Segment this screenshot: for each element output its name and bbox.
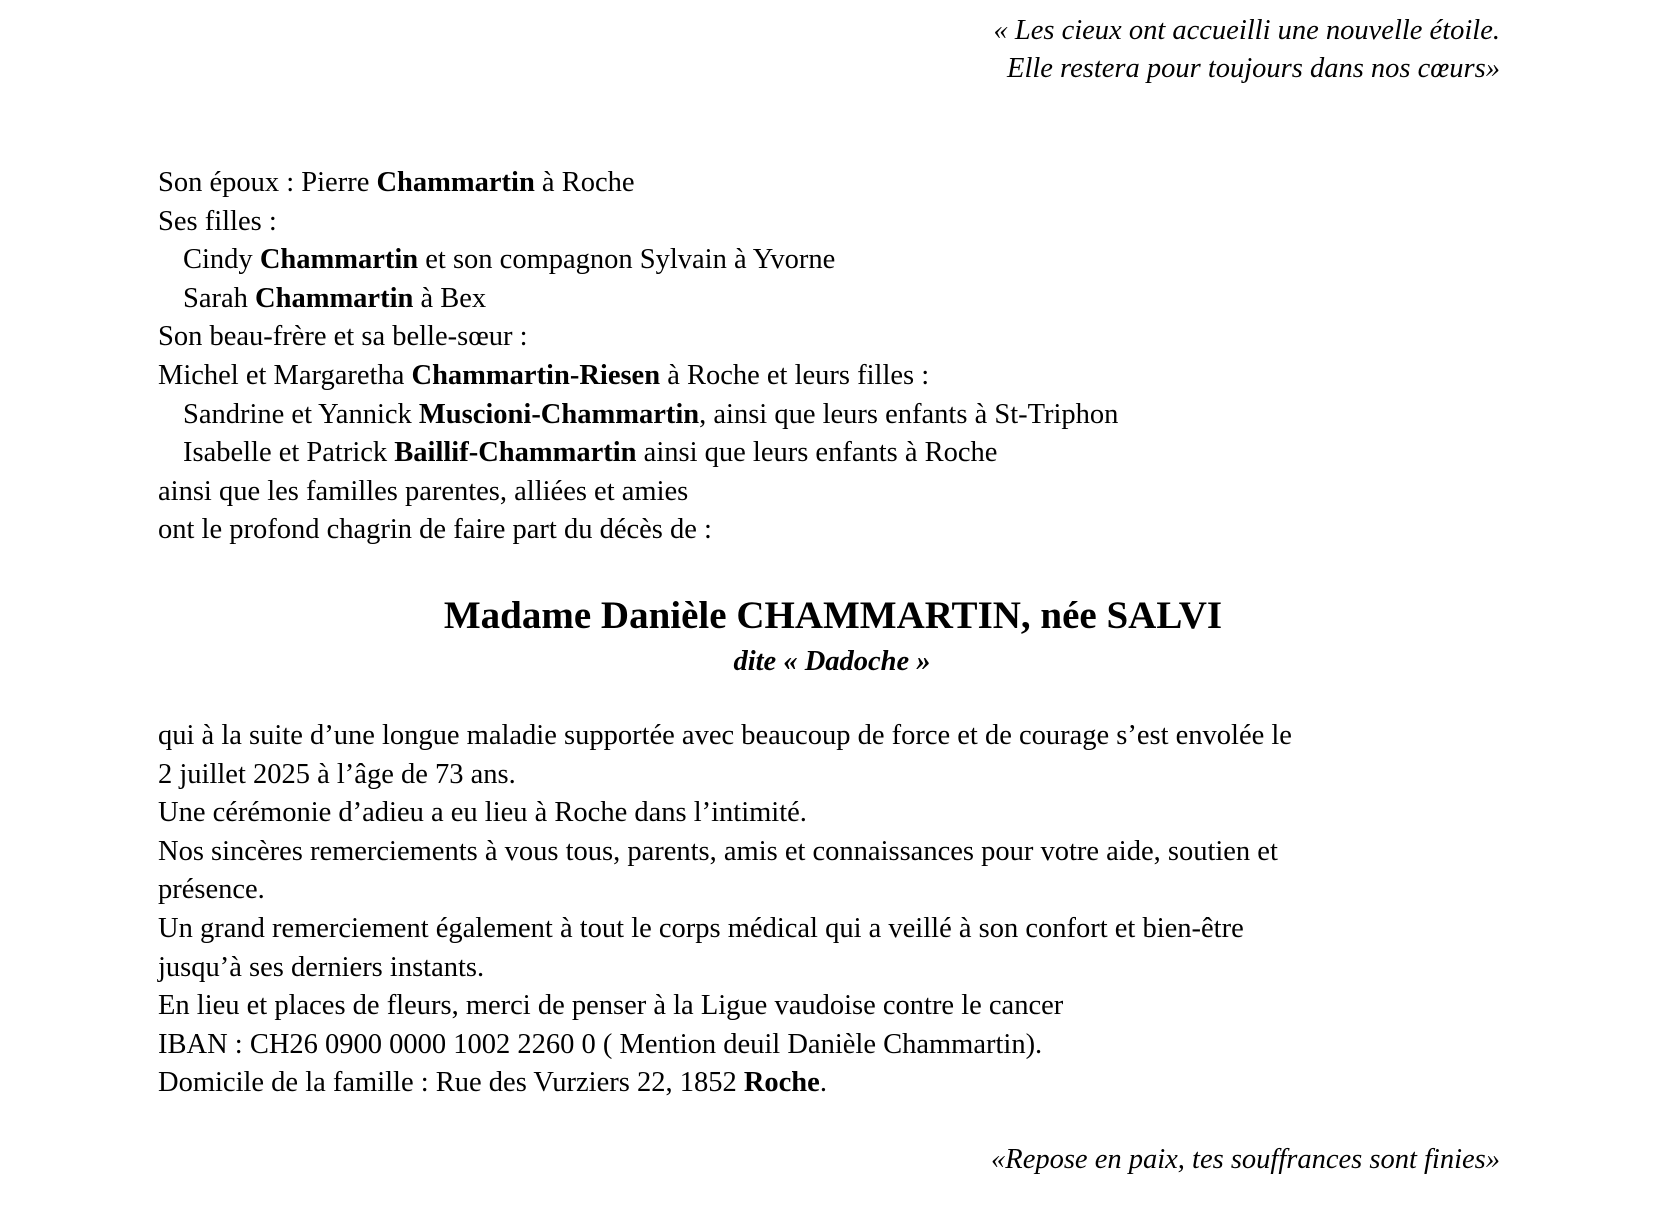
closing-quote: «Repose en paix, tes souffrances sont finies» [991,1144,1500,1175]
body-line-7: jusqu’à ses derniers instants. [158,951,485,983]
niece-2-rest: ainsi que leurs enfants à Roche [636,437,998,469]
daughter-1-line [158,241,1118,280]
announcement-line: ont le profond chagrin de faire part du décès de : [158,514,712,546]
deceased-nickname: dite « Dadoche » [733,646,931,677]
daughter-2-surname: Chammartin [255,282,414,314]
iban-line: IBAN : CH26 0900 0000 1002 2260 0 ( Mention deuil Danièle Chammartin). [158,1028,1043,1060]
daughter-1-rest: et son compagnon Sylvain à Yvorne [418,244,836,276]
deceased-name: Madame Danièle CHAMMARTIN, née SALVI [443,594,1223,637]
address-text: Domicile de la famille : Rue des Vurziers 22, 1852 [158,1067,744,1099]
obituary-body [158,717,1508,1103]
body-line-3: Une cérémonie d’adieu a eu lieu à Roche dans l’intimité. [158,797,807,829]
epigraph-quote [994,12,1501,88]
daughter-2-rest: à Bex [413,282,487,314]
epigraph-line-1: « Les cieux ont accueilli une nouvelle étoile. [993,15,1500,46]
spouse-line [158,164,1118,203]
daughter-1-text: Cindy [183,244,260,276]
spouse-surname: Chammartin [376,167,535,198]
body-line-5: présence. [158,874,265,906]
niece-1-surname: Muscioni-Chammartin [418,398,700,430]
daughters-heading: Ses filles : [158,205,277,237]
inlaws-heading: Son beau-frère et sa belle-sœur : [158,321,528,353]
daughter-2-line [158,280,1118,319]
niece-1-rest: , ainsi que leurs enfants à St-Triphon [699,398,1119,430]
spouse-place: à Roche [534,167,635,198]
address-town: Roche [743,1067,820,1099]
inlaws-line [158,357,1118,396]
niece-1-text: Sandrine et Yannick [183,398,419,430]
niece-2-surname: Baillif-Chammartin [394,437,637,469]
body-line-2: 2 juillet 2025 à l’âge de 73 ans. [158,758,516,790]
address-line [158,1064,1508,1103]
address-end: . [819,1067,827,1099]
inlaws-text: Michel et Margaretha [158,359,412,391]
inlaws-surname: Chammartin-Riesen [411,359,661,391]
deceased-block [0,592,1654,680]
daughter-1-surname: Chammartin [259,244,419,276]
niece-2-line [158,434,1118,473]
body-line-8: En lieu et places de fleurs, merci de penser à la Ligue vaudoise contre le cancer [158,990,1064,1022]
body-line-6: Un grand remerciement également à tout le corps médical qui a veillé à son confort et bien-être [158,912,1244,944]
niece-1-line [158,396,1118,435]
spouse-text: Son époux : Pierre [158,167,377,198]
family-list [158,164,1118,550]
relatives-line: ainsi que les familles parentes, alliées et amies [158,475,689,507]
body-line-1: qui à la suite d’une longue maladie supportée avec beaucoup de force et de courage s’est envolée le [158,720,1292,751]
body-line-4: Nos sincères remerciements à vous tous, parents, amis et connaissances pour votre aide, soutien et [158,835,1278,867]
epigraph-line-2: Elle restera pour toujours dans nos cœurs» [1007,53,1500,84]
niece-2-text: Isabelle et Patrick [183,437,395,469]
inlaws-rest: à Roche et leurs filles : [660,359,930,391]
daughter-2-text: Sarah [183,282,256,314]
